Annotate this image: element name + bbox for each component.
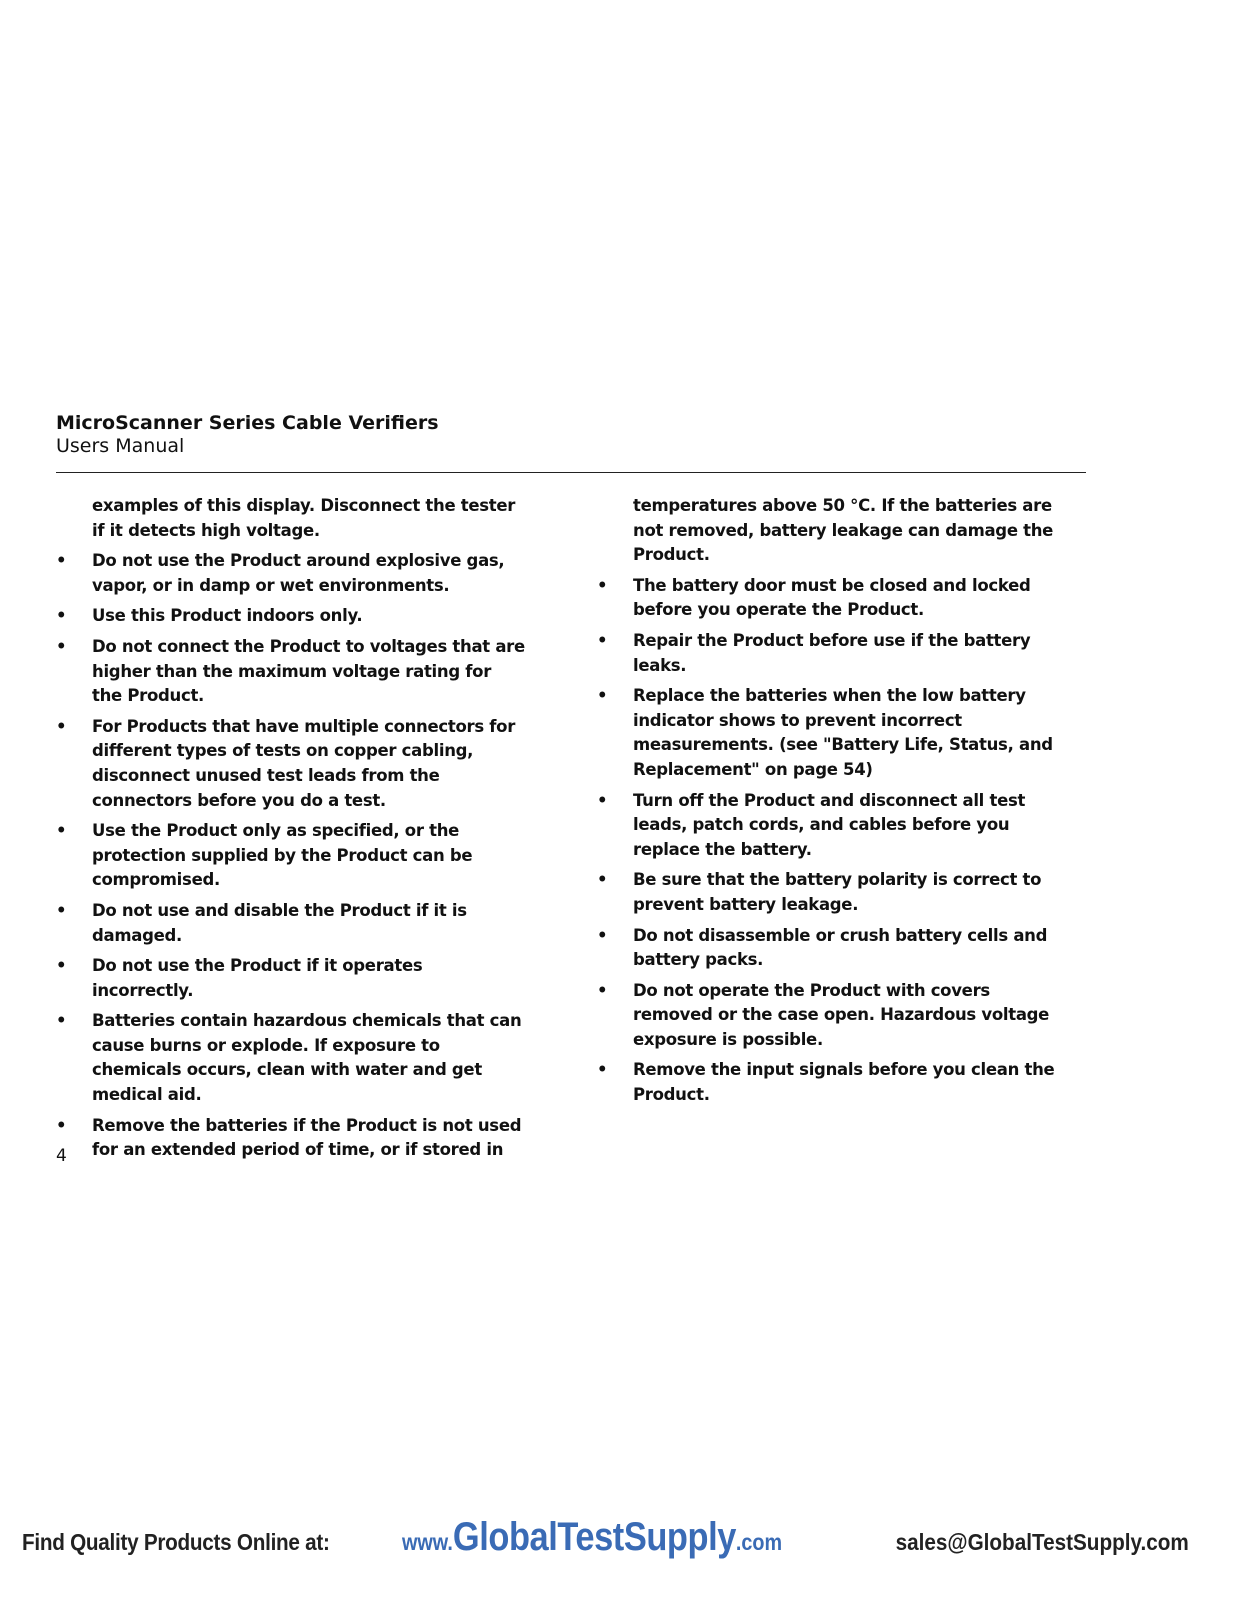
list-item-text: Repair the Product before use if the battery leaks. [633,630,1031,675]
list-item-text: For Products that have multiple connectors for different types of tests on copper cabling, disconnect unused test leads from the connectors before you do a test. [92,716,516,810]
bullet-icon: • [597,925,608,945]
list-item-text: Do not use the Product around explosive gas, vapor, or in damp or wet environments. [92,551,505,595]
document-title: MicroScanner Series Cable Verifiers [56,412,439,434]
document-subtitle: Users Manual [56,435,185,457]
bullet-icon: • [56,551,67,571]
bullet-icon: • [56,900,67,920]
footer-website-link[interactable] [402,1515,782,1560]
list-item [597,574,1067,623]
left-column [56,494,526,1169]
list-item [597,979,1067,1053]
list-item [56,715,526,813]
bullet-icon: • [56,606,67,626]
bullet-icon: • [597,870,608,890]
list-item [56,604,526,629]
list-item [56,899,526,948]
list-item-text: The battery door must be closed and locked before you operate the Product. [633,575,1031,620]
list-item-text: Replace the batteries when the low battery indicator shows to prevent incorrect measurements. (see "Battery Life, Status, and Replacement" on page 54) [633,686,1053,779]
continued-paragraph: examples of this display. Disconnect the tester if it detects high voltage. [92,496,516,540]
footer-email-link[interactable]: sales@GlobalTestSupply.com [895,1529,1189,1555]
list-item-text: Do not disassemble or crush battery cells and battery packs. [633,925,1048,970]
url-prefix: www. [402,1529,453,1555]
list-item [56,1114,526,1163]
bullet-icon: • [597,575,608,595]
bullet-icon: • [597,980,608,1000]
list-item-text: Do not connect the Product to voltages that are higher than the maximum voltage rating for the Product. [92,636,525,706]
running-header [56,411,1086,458]
bullet-icon: • [56,1011,67,1031]
list-item [56,1009,526,1107]
list-item-text: Do not operate the Product with covers removed or the case open. Hazardous voltage exposure is possible. [633,980,1050,1049]
header-rule [56,472,1086,473]
list-item-text: Do not use and disable the Product if it is damaged. [92,900,467,945]
right-column [597,494,1067,1114]
page-number: 4 [56,1146,67,1166]
footer-banner [0,1515,1237,1575]
bullet-icon: • [597,790,608,810]
bullet-icon: • [56,636,67,656]
list-item [597,684,1067,782]
list-item [597,1058,1067,1107]
list-item-text: Use this Product indoors only. [92,606,363,626]
bullet-icon: • [597,1060,608,1080]
list-item-text: Remove the input signals before you clean the Product. [633,1060,1055,1105]
list-item [597,868,1067,917]
list-item [597,924,1067,973]
url-main: GlobalTestSupply [452,1515,736,1559]
list-item [56,549,526,598]
list-item [56,819,526,893]
url-suffix: .com [735,1529,783,1555]
bullet-icon: • [597,686,608,706]
list-item-text: Turn off the Product and disconnect all test leads, patch cords, and cables before you replace the battery. [633,790,1026,859]
list-item-text: Use the Product only as specified, or the protection supplied by the Product can be compromised. [92,821,473,890]
bullet-icon: • [56,1115,67,1135]
list-item-text: Remove the batteries if the Product is not used for an extended period of time, or if stored in [92,1115,522,1160]
list-item-text: Do not use the Product if it operates incorrectly. [92,956,423,1000]
bullet-icon: • [56,956,67,976]
list-item [597,629,1067,678]
list-item-text: Be sure that the battery polarity is correct to prevent battery leakage. [633,870,1042,914]
bullet-icon: • [56,716,67,736]
list-item-text: Batteries contain hazardous chemicals that can cause burns or explode. If exposure to chemicals occurs, clean with water and get medical aid. [92,1011,522,1105]
footer-tagline: Find Quality Products Online at: [22,1529,330,1555]
list-item [597,789,1067,863]
bullet-icon: • [56,821,67,841]
list-item [56,635,526,709]
continued-paragraph: temperatures above 50 °C. If the batteries are not removed, battery leakage can damage the Product. [633,496,1054,565]
bullet-icon: • [597,630,608,650]
list-item [56,954,526,1003]
